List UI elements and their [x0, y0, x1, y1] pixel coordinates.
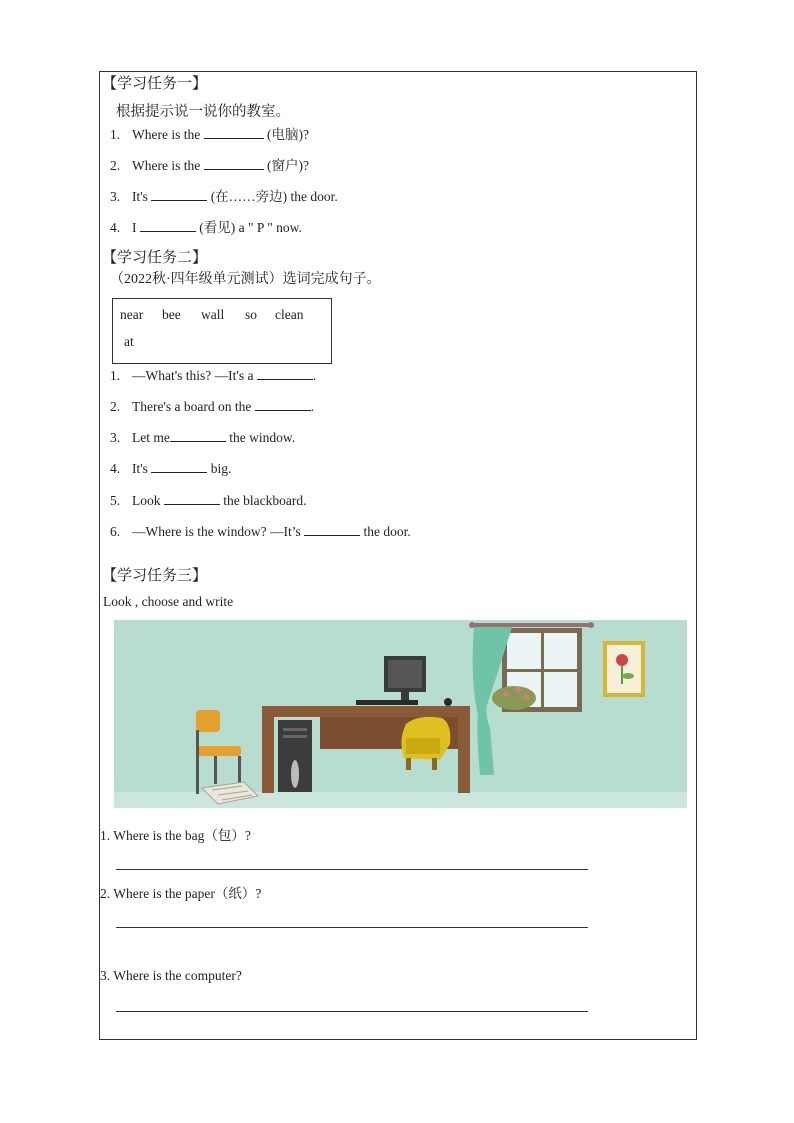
word-bank-item: bee — [162, 307, 181, 322]
answer-blank[interactable] — [255, 399, 311, 411]
task2-item-3: 3. Let me the window. — [110, 430, 296, 445]
curtain-rod — [470, 623, 592, 627]
answer-line[interactable] — [116, 869, 588, 870]
task2-item-4: 4. It's big. — [110, 461, 232, 476]
task3-intro: Look , choose and write — [103, 594, 234, 609]
answer-line[interactable] — [116, 927, 588, 928]
task3-question-1: 1. Where is the bag（包）? — [100, 828, 251, 843]
task2-item-2: 2. There's a board on the . — [110, 399, 315, 414]
task1-item-1: 1. Where is the (电脑)? — [110, 127, 309, 142]
flower-picture — [603, 641, 645, 697]
answer-blank[interactable] — [151, 461, 207, 473]
task3-question-3: 3. Where is the computer? — [100, 968, 242, 983]
task3-heading: 【学习任务三】 — [102, 568, 208, 584]
answer-blank[interactable] — [257, 368, 313, 380]
task1-item-2: 2. Where is the (窗户)? — [110, 158, 309, 173]
answer-blank[interactable] — [164, 493, 220, 505]
task3-question-2: 2. Where is the paper（纸）? — [100, 886, 262, 901]
answer-blank[interactable] — [151, 189, 207, 201]
answer-blank[interactable] — [140, 220, 196, 232]
word-bank-item: near — [120, 307, 144, 322]
word-bank — [112, 298, 332, 364]
word-bank-item: so — [245, 307, 258, 322]
floor — [114, 792, 687, 808]
computer-tower — [278, 720, 312, 792]
task2-item-5: 5. Look the blackboard. — [110, 493, 307, 508]
answer-blank[interactable] — [204, 158, 264, 170]
task1-intro: 根据提示说一说你的教室。 — [116, 104, 290, 120]
task1-item-4: 4. I (看见) a " P " now. — [110, 220, 302, 235]
classroom-illustration — [114, 620, 687, 808]
task1-item-3: 3. It's (在……旁边) the door. — [110, 189, 338, 204]
word-bank-item: wall — [201, 307, 225, 322]
word-bank-item: clean — [275, 307, 304, 322]
answer-blank[interactable] — [170, 430, 226, 442]
task2-item-6: 6. —Where is the window? —It’s the door. — [110, 524, 411, 539]
task2-item-1: 1. —What's this? —It's a . — [110, 368, 317, 383]
task2-heading: 【学习任务二】 — [102, 250, 208, 266]
worksheet — [99, 71, 697, 1040]
task1-heading: 【学习任务一】 — [102, 76, 208, 92]
task2-intro: （2022秋·四年级单元测试）选词完成句子。 — [110, 272, 381, 287]
answer-blank[interactable] — [304, 524, 360, 536]
word-bank-item: at — [124, 334, 134, 349]
answer-blank[interactable] — [204, 127, 264, 139]
answer-line[interactable] — [116, 1011, 588, 1012]
